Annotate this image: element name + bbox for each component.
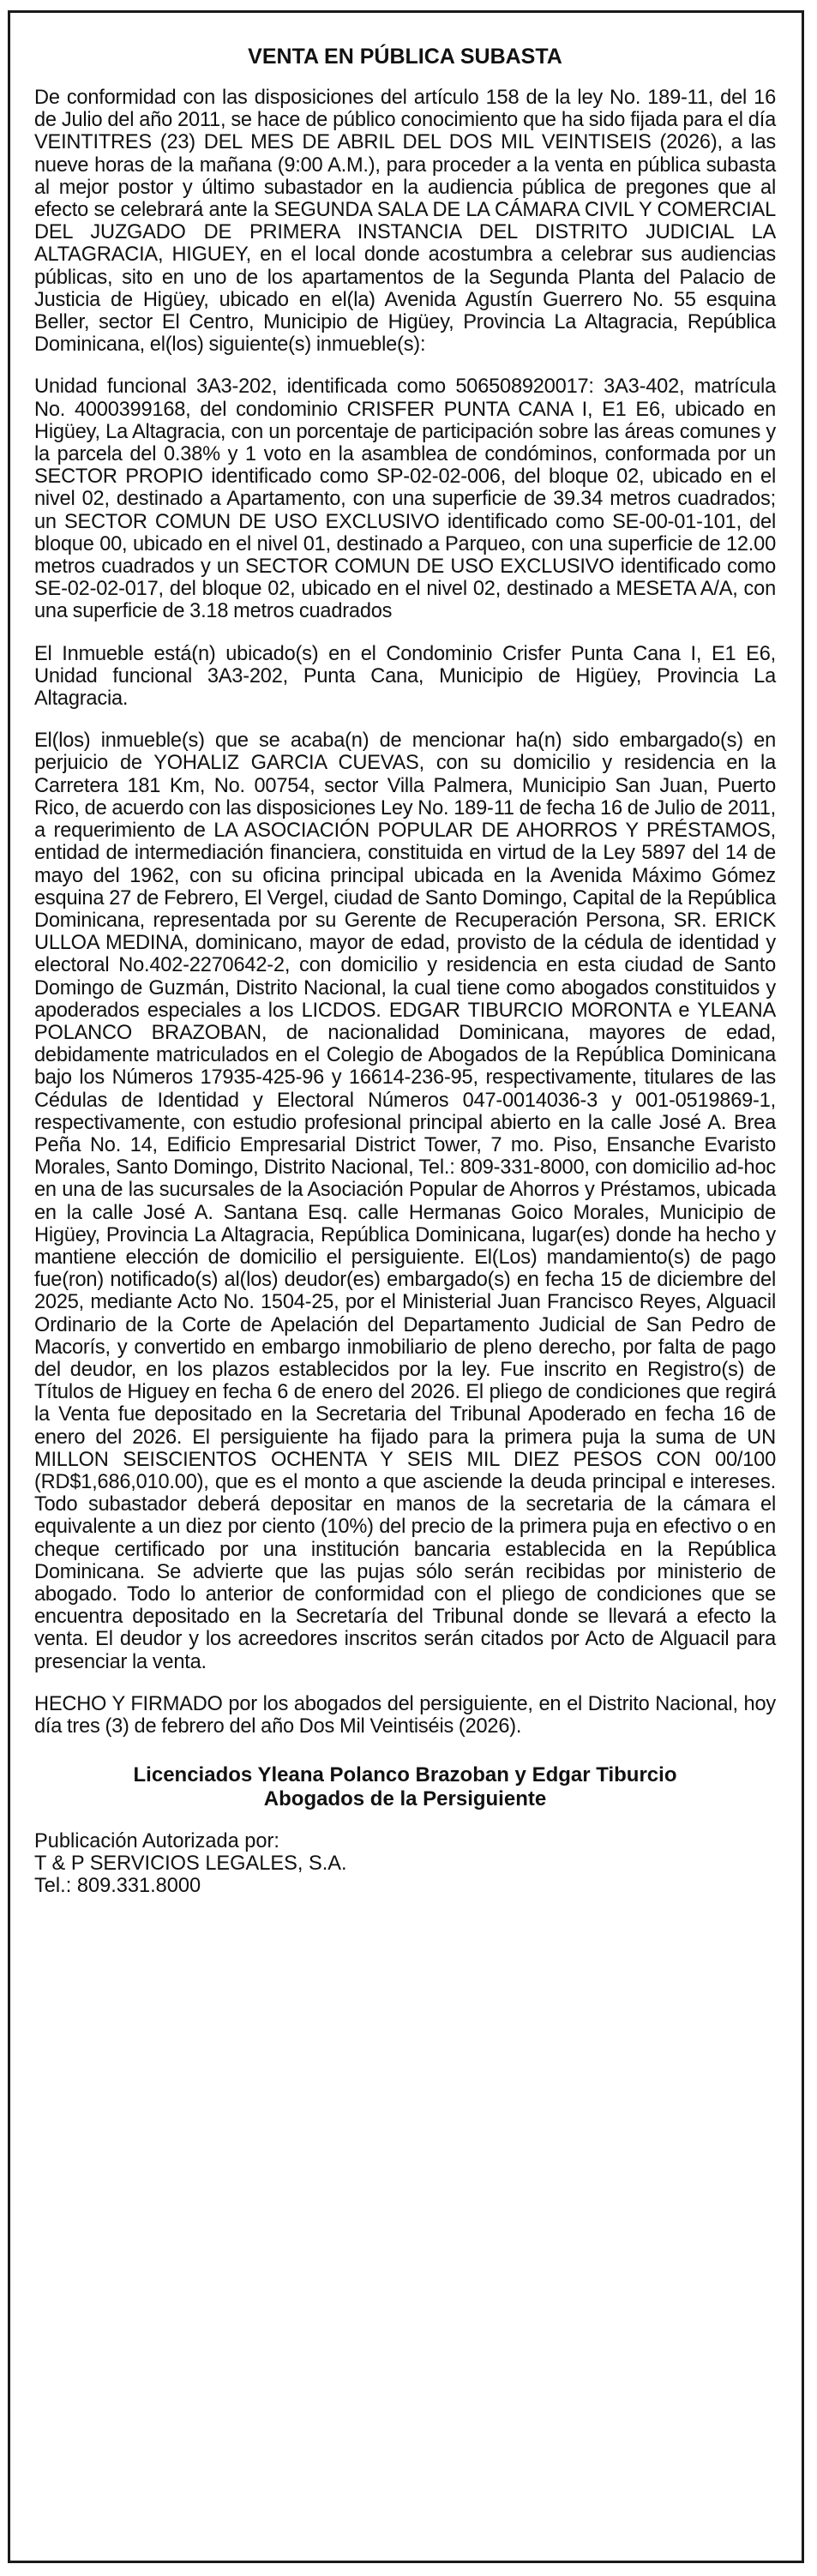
publication-block bbox=[34, 1830, 776, 1897]
notice-title: VENTA EN PÚBLICA SUBASTA bbox=[248, 45, 562, 69]
notice-paragraph-property-description: Unidad funcional 3A3-202, identificada como 506508920017: 3A3-402, matrícula No. 4000399168, del condominio CRISFER PUNTA CANA I, E1 E6, ubicado en Higüey, La Altagracia, con un porcentaje de participación sobre las áreas comunes y la parcela del 0.38% y 1 voto en la asamblea de condóminos, conformada por un SECTOR PROPIO identificado como SP-02-02-006, del bloque 02, ubicado en el nivel 02, destinado a Apartamento, con una superficie de 39.34 metros cuadrados; un SECTOR COMUN DE USO EXCLUSIVO identificado como SE-00-01-101, del bloque 00, ubicado en el nivel 01, destinado a Parqueo, con una superficie de 12.00 metros cuadrados y un SECTOR COMUN DE USO EXCLUSIVO identificado como SE-02-02-017, del bloque 02, ubicado en el nivel 02, destinado a MESETA A/A, con una superficie de 3.18 metros cuadrados bbox=[34, 375, 776, 623]
notice-paragraph-auction-date: De conformidad con las disposiciones del artículo 158 de la ley No. 189-11, del 16 de Julio del año 2011, se hace de público conocimiento que ha sido fijada para el día VEINTITRES (23) DEL MES DE ABRIL DEL DOS MIL VEINTISEIS (2026), a las nueve horas de la mañana (9:00 A.M.), para proceder a la venta en pública subasta al mejor postor y último subastador en la audiencia pública de pregones que al efecto se celebrará ante la SEGUNDA SALA DE LA CÁMARA CIVIL Y COMERCIAL DEL JUZGADO DE PRIMERA INSTANCIA DEL DISTRITO JUDICIAL LA ALTAGRACIA, HIGUEY, en el local donde acostumbra a celebrar sus audiencias públicas, sito en uno de los apartamentos de la Segunda Planta del Palacio de Justicia de Higüey, ubicado en el(la) Avenida Agustín Guerrero No. 55 esquina Beller, sector El Centro, Municipio de Higüey, Provincia La Altagracia, República Dominicana, el(los) siguiente(s) inmueble(s): bbox=[34, 87, 776, 357]
publication-phone: Tel.: 809.331.8000 bbox=[34, 1875, 201, 1898]
publication-company: T & P SERVICIOS LEGALES, S.A. bbox=[34, 1852, 347, 1876]
signature-names: Licenciados Yleana Polanco Brazoban y Edgar Tiburcio bbox=[133, 1763, 677, 1787]
notice-paragraph-seizure-details: El(los) inmueble(s) que se acaba(n) de mencionar ha(n) sido embargado(s) en perjuicio de YOHALIZ GARCIA CUEVAS, con su domicilio y residencia en la Carretera 181 Km, No. 00754, sector Villa Palmera, Municipio San Juan, Puerto Rico, de acuerdo con las disposiciones Ley No. 189-11 de fecha 16 de Julio de 2011, a requerimiento de LA ASOCIACIÓN POPULAR DE AHORROS Y PRÉSTAMOS, entidad de intermediación financiera, constituida en virtud de la Ley 5897 del 14 de mayo del 1962, con su oficina principal ubicada en la Avenida Máximo Gómez esquina 27 de Febrero, El Vergel, ciudad de Santo Domingo, Capital de la República Dominicana, representada por su Gerente de Recuperación Persona, SR. ERICK ULLOA MEDINA, dominicano, mayor de edad, provisto de la cédula de identidad y electoral No.402-2270642-2, con domicilio y residencia en esta ciudad de Santo Domingo de Guzmán, Distrito Nacional, la cual tiene como abogados constituidos y apoderados especiales a los LICDOS. EDGAR TIBURCIO MORONTA e YLEANA POLANCO BRAZOBAN, de nacionalidad Dominicana, mayores de edad, debidamente matriculados en el Colegio de Abogados de la República Dominicana bajo los Números 17935-425-96 y 16614-236-95, respectivamente, titulares de las Cédulas de Identidad y Electoral Números 047-0014036-3 y 001-0519869-1, respectivamente, con estudio profesional principal abierto en la calle José A. Brea Peña No. 14, Edificio Empresarial District Tower, 7 mo. Piso, Ensanche Evaristo Morales, Santo Domingo, Distrito Nacional, Tel.: 809-331-8000, con domicilio ad-hoc en una de las sucursales de la Asociación Popular de Ahorros y Préstamos, ubicada en la calle José A. Santana Esq. calle Hermanas Goico Morales, Municipio de Higüey, Provincia La Altagracia, República Dominicana, lugar(es) donde ha hecho y mantiene elección de domicilio el persiguiente. El(Los) mandamiento(s) de pago fue(ron) notificado(s) al(los) deudor(es) embargado(s) en fecha 15 de diciembre del 2025, mediante Acto No. 1504-25, por el Ministerial Juan Francisco Reyes, Alguacil Ordinario de la Corte de Apelación del Departamento Judicial de San Pedro de Macorís, y convertido en embargo inmobiliario de pleno derecho, por falta de pago del deudor, en los plazos establecidos por la ley. Fue inscrito en Registro(s) de Títulos de Higuey en fecha 6 de enero del 2026. El pliego de condiciones que regirá la Venta fue depositado en la Secretaria del Tribunal Apoderado en fecha 16 de enero del 2026. El persiguiente ha fijado para la primera puja la suma de UN MILLON SEISCIENTOS OCHENTA Y SEIS MIL DIEZ PESOS CON 00/100 (RD$1,686,010.00), que es el monto a que asciende la deuda principal e intereses. Todo subastador deberá depositar en manos de la secretaria de la cámara el equivalente a un diez por ciento (10%) del precio de la primera puja en efectivo o en cheque certificado por una institución bancaria establecida en la República Dominicana. Se advierte que las pujas sólo serán recibidas por ministerio de abogado. Todo lo anterior de conformidad con el pliego de condiciones que se encuentra depositado en la Secretaría del Tribunal donde se llevará a efecto la venta. El deudor y los acreedores inscritos serán citados por Acto de Alguacil para presenciar la venta. bbox=[34, 730, 776, 1673]
signature-role: Abogados de la Persiguiente bbox=[263, 1787, 547, 1811]
notice-paragraph-property-location: El Inmueble está(n) ubicado(s) en el Condominio Crisfer Punta Cana I, E1 E6, Unidad funcional 3A3-202, Punta Cana, Municipio de Higüey, Provincia La Altagracia. bbox=[34, 642, 776, 711]
notice-paragraph-signed: HECHO Y FIRMADO por los abogados del persiguiente, en el Distrito Nacional, hoy día tres (3) de febrero del año Dos Mil Veintiséis (2026). bbox=[34, 1692, 776, 1738]
signature-block bbox=[34, 1763, 776, 1811]
publication-label: Publicación Autorizada por: bbox=[34, 1830, 279, 1853]
legal-notice-frame bbox=[8, 10, 804, 2563]
